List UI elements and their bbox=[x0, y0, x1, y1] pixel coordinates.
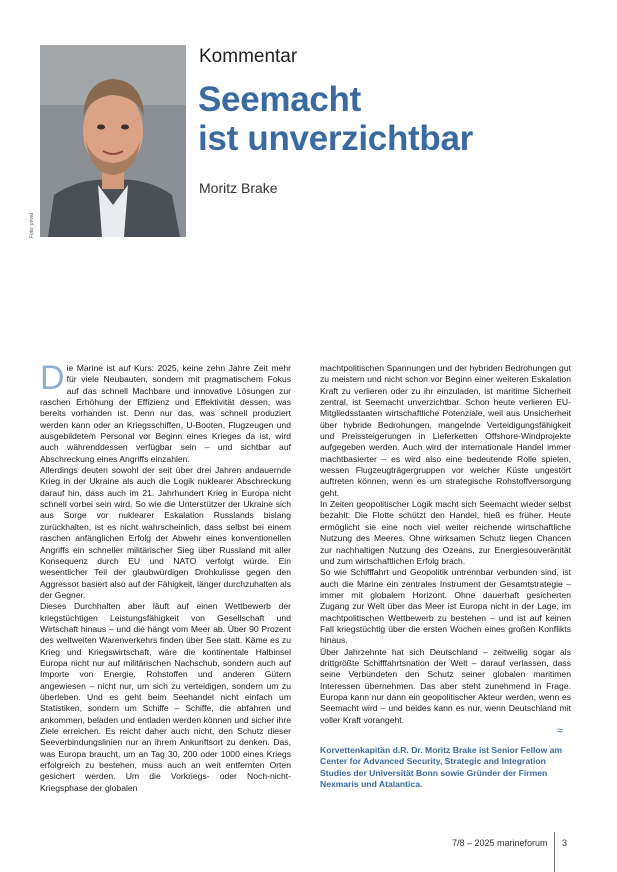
headline-line-1: Seemacht bbox=[198, 80, 361, 119]
paragraph: Allerdings deuten sowohl der seit über drei Jahren andauernde Krieg in der Ukraine als auch die Logik nuklearer Abschreckung darauf hin, dass auch im 21. Jahrhundert Krieg in Europa nicht schnell vorbei sein wird. So wie die Unterstützer der Ukraine sich aus Sorge vor nuklearer Eskalation Russlands bislang zurückhalten, ist es nicht wahrscheinlich, dass selbst bei einem raschen anfänglichen Erfolg der Abwehr eines konventionellen Angriffs ein schneller militärischer Sieg über Russland mit aller Konsequenz durch EU und NATO verfolgt würde. Ein wesentlicher Teil der glaubwürdigen Drohkulisse gegen den Aggressor basiert also auf der Fähigkeit, länger durchzuhalten als der Gegner. bbox=[40, 465, 291, 600]
paragraph: Über Jahrzehnte hat sich Deutschland – zeitweilig sogar als drittgrößte Schifffahrtsnation der Welt – darauf verlassen, dass seine Verbündeten den Schutz seiner globalen maritimen Interessen übernehmen. Das aber steht zunehmend in Frage. Europa kann nur dann ein geopolitischer Akteur werden, wenn es Seemacht wird – und beides kann es nur, wenn Deutschland mit voller Kraft vorangeht. bbox=[320, 646, 571, 725]
article-column-right bbox=[320, 363, 571, 726]
drop-cap: D bbox=[40, 359, 65, 397]
footer-divider bbox=[554, 832, 555, 872]
headline-line-2: ist unverzichtbar bbox=[198, 119, 473, 158]
paragraph: machtpolitischen Spannungen und der hybriden Bedrohungen gut zu meistern und nicht schon vor Beginn einer weiteren Eskalation Kraft zu verlieren oder zu ihr einzuladen, ist maritime Sicherheit zentral, ist Seemacht unverzichtbar. Schon heute verlieren EU-Mitgliedsstaaten wirtschaftliche Potenziale, weil aus Unsicherheit über hybride Bedrohungen, mangelnde Verteidigungsfähigkeit und Preissteigerungen in Lieferketten Offshore-Windprojekte aufgegeben werden. Auch wird der internationale Handel immer machtbasierter – es wird also eine bedeutende Rolle spielen, wessen Flugzeugträgergruppen vor welcher Küste ungestört auftreten können, wenn es um strategische Rohstoffversorgung geht. bbox=[320, 363, 571, 498]
author-bio: Korvettenkapitän d.R. Dr. Moritz Brake ist Senior Fellow am Center for Advanced Security, Strategic and Integration Studies der Universität Bonn sowie Gründer der Firmen Nexmaris und Atalantica. bbox=[320, 745, 563, 790]
author-name: Moritz Brake bbox=[199, 180, 278, 196]
paragraph-text: ie Marine ist auf Kurs: 2025, keine zehn Jahre Zeit mehr für viele Neubauten, sondern mit pragmatischem Fokus auf das schnell Machbare und innovative Lösungen zur raschen Erhöhung der Effizienz und Effektivität dessen, was bereits vorhanden ist. Denn nur das, was schnell produziert werden kann oder an Kriegsschiffen, U-Booten, Flugzeugen und ausgebildetem Personal vor Beginn eines Krieges da ist, wird auch währenddessen verfügbar sein – und sichtbar auf Abschreckung eines Angriffs einzahlen. bbox=[40, 363, 291, 464]
paragraph: So wie Schifffahrt und Geopolitik untrennbar verbunden sind, ist auch die Marine ein zentrales Instrument der Gesamtstrategie – immer mit globalem Horizont. Ohne dauerhaft gesicherten Zugang zur Welt über das Meer ist Europa nicht in der Lage, im machtpolitischen Wettbewerb zu bestehen – und ist auf keinen Fall kriegstüchtig über die ersten Wochen eines großen Konflikts hinaus. bbox=[320, 567, 571, 646]
section-kicker: Kommentar bbox=[199, 46, 298, 67]
headline bbox=[198, 80, 578, 158]
paragraph bbox=[40, 359, 291, 465]
article-column-left bbox=[40, 359, 291, 794]
author-photo bbox=[40, 45, 186, 237]
footer-issue: 7/8 – 2025 marineforum bbox=[452, 838, 548, 848]
page-number: 3 bbox=[562, 838, 568, 848]
paragraph: In Zeiten geopolitischer Logik macht sich Seemacht wieder selbst bezahlt: Die Flotte schützt den Handel, hieß es früher. Heute ermöglicht sie eine noch viel weiter reichende wirtschaftliche Nutzung des Meeres. Ohne wirksamen Schutz liegen Chancen zur nachhaltigen Nutzung des Ozeans, zur Energiesouveränität und zum wirtschaftlichen Erfolg brach. bbox=[320, 499, 571, 566]
end-mark-icon: ≈ bbox=[557, 725, 563, 737]
paragraph: Dieses Durchhalten aber läuft auf einen Wettbewerb der kriegstüchtigen Leistungsfähigkeit von Gesellschaft und Wirtschaft hinaus – und die hängt vom Meer ab. Über 90 Prozent des weltweiten Warenverkehrs finden über See statt. Käme es zu Krieg und Kriegswirtschaft, wäre die kontinentale Halbinsel Europa nicht nur auf militärischen Nachschub, sondern auch auf Importe von Energie, Rohstoffen und anderen Gütern angewiesen – nicht nur, um sich zu verteidigen, sondern um zu überleben. Und es geht beim Seehandel nicht einfach um Statistiken, sondern um Schiffe – Schiffe, die abfahren und ankommen, beladen und entladen werden können und sicher ihre Ziele erreichen. Es reicht daher auch nicht, den Schutz dieser Seeverbindungslinien nur an ihrem Ankunftsort zu denken. Das, was Europa braucht, um an Tag 30, 200 oder 1000 eines Kriegs erfolgreich zu bestehen, muss auch an weit entfernten Orten gesichert werden. Um die Vorkriegs- oder Noch-nicht-Kriegsphase der globalen bbox=[40, 601, 291, 793]
photo-credit: Foto: privat bbox=[29, 212, 35, 238]
